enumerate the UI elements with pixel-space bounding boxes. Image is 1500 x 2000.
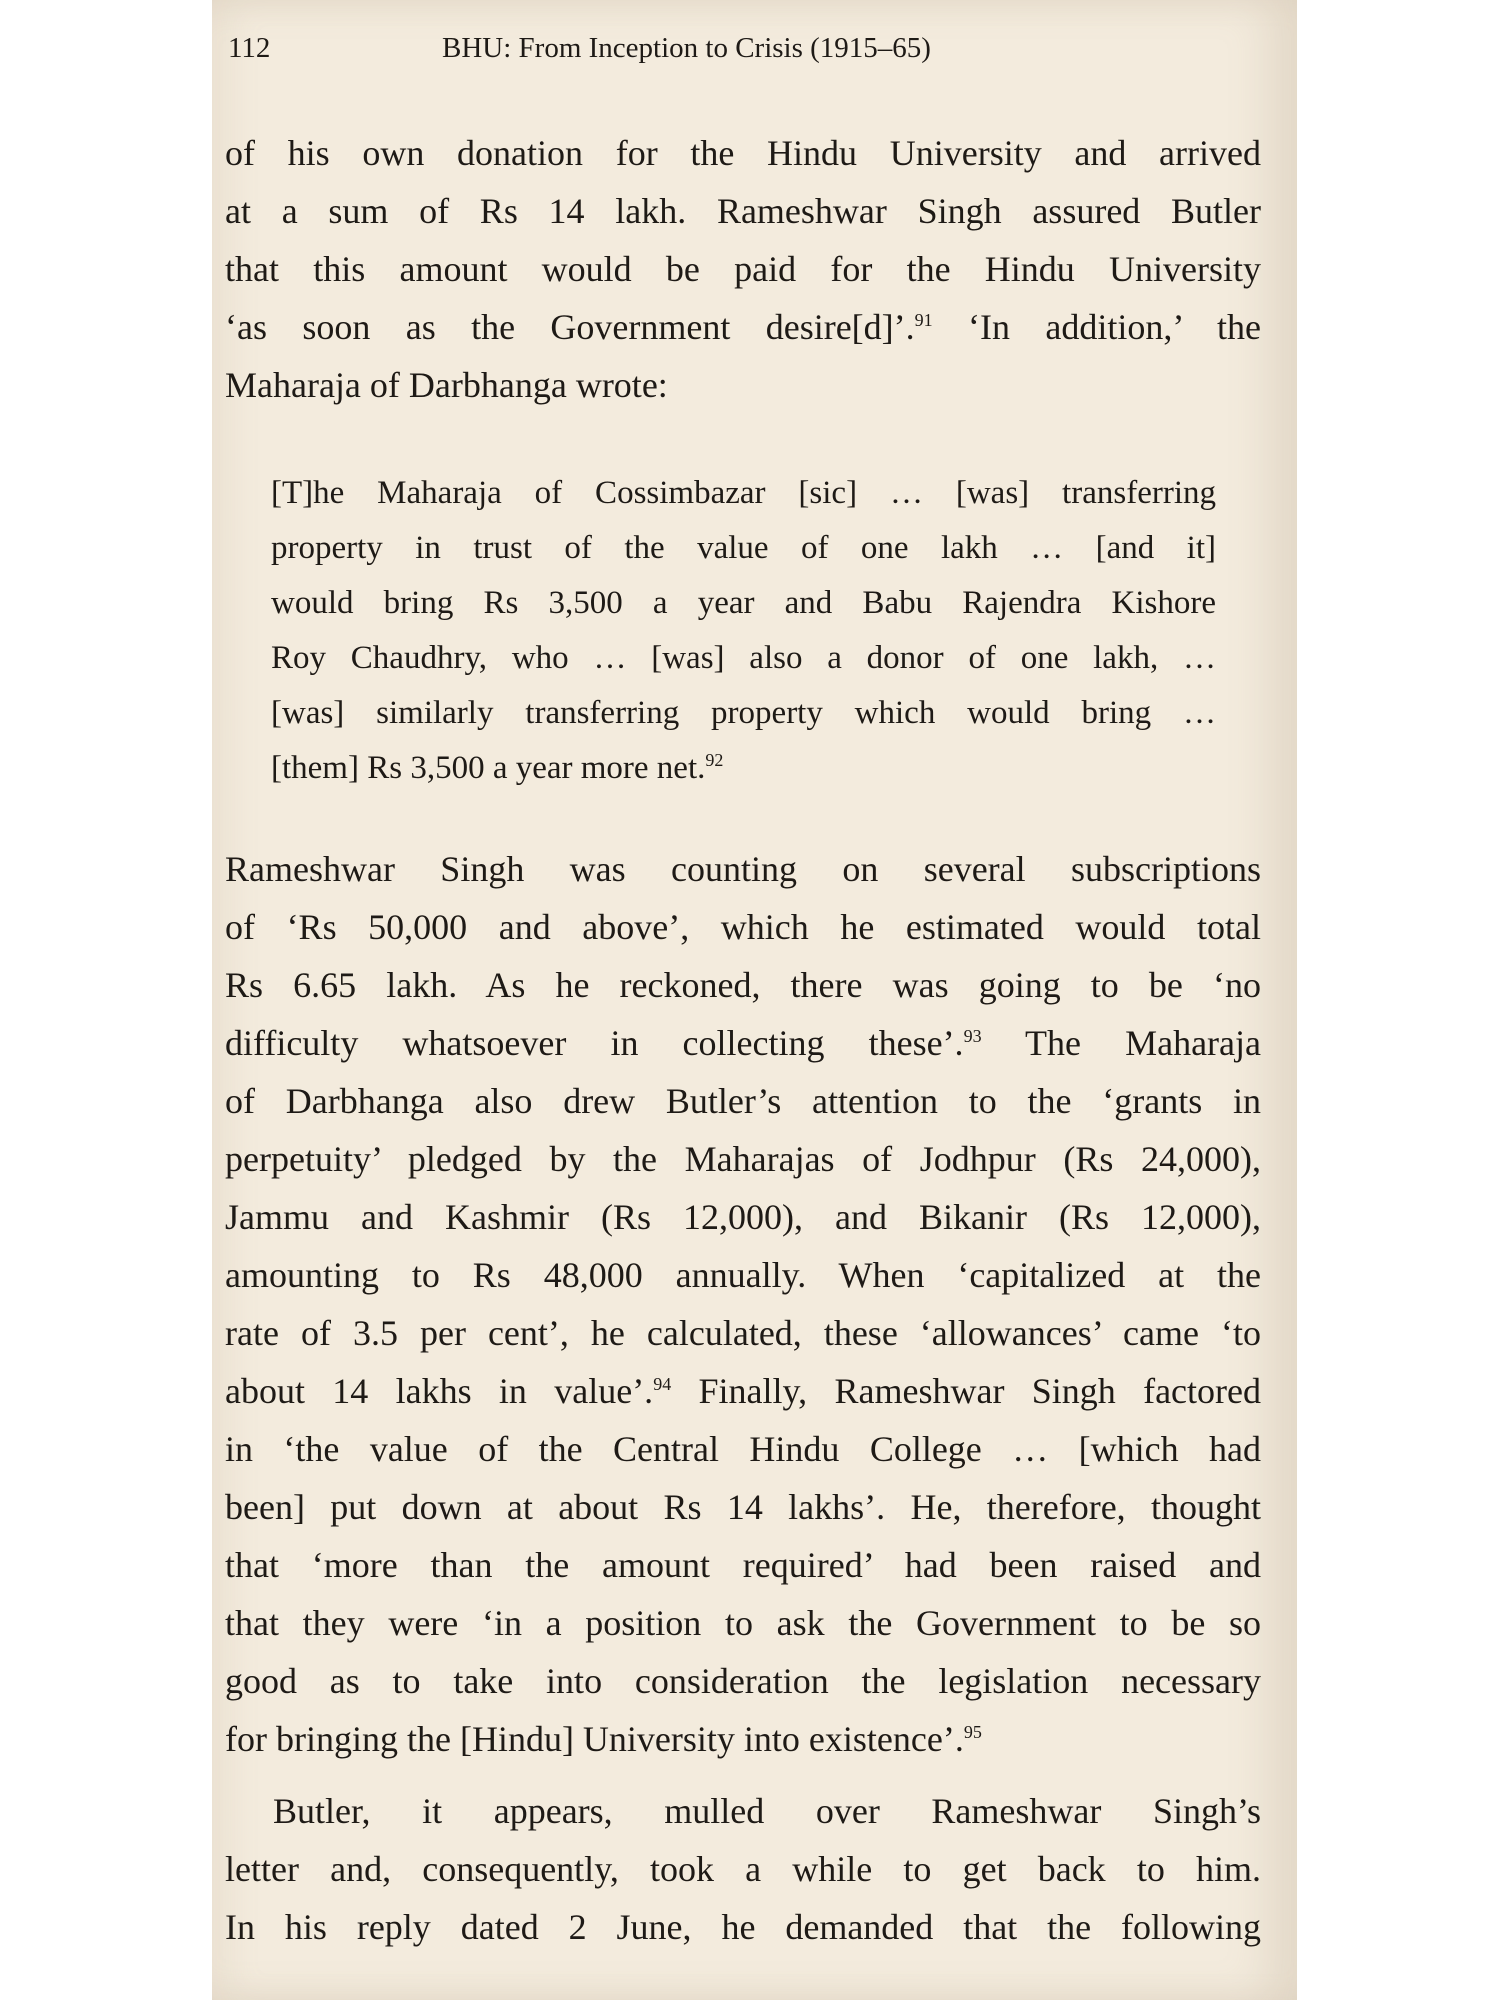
text-run: ‘as soon as the Government desire[d]’. [225, 307, 915, 347]
text-run: for bringing the [Hindu] University into existence’. [225, 1719, 964, 1759]
text-line [225, 1362, 1261, 1420]
text-run: about 14 lakhs in value’. [225, 1371, 654, 1411]
text-line: Maharaja of Darbhanga wrote: [225, 365, 668, 405]
running-head [220, 28, 1280, 68]
book-page [212, 0, 1297, 2000]
paragraph-gap [225, 1768, 1261, 1782]
text-line: that this amount would be paid for the Hindu University [225, 249, 1261, 289]
footnote-ref: 92 [705, 750, 724, 770]
text-line: that ‘more than the amount required’ had been raised and [225, 1545, 1261, 1585]
quote-line: would bring Rs 3,500 a year and Babu Rajendra Kishore [271, 585, 1216, 621]
text-line: of his own donation for the Hindu University and arrived [225, 133, 1261, 173]
text-line: amounting to Rs 48,000 annually. When ‘capitalized at the [225, 1255, 1261, 1295]
running-title: BHU: From Inception to Crisis (1915–65) [442, 32, 931, 64]
footnote-ref: 93 [963, 1026, 982, 1046]
footnote-ref: 91 [914, 310, 933, 330]
text-run: Finally, Rameshwar Singh factored [671, 1371, 1261, 1411]
page-number: 112 [228, 32, 271, 64]
text-line [225, 1014, 1261, 1072]
text-run: ‘In addition,’ the [932, 307, 1261, 347]
text-run: The Maharaja [981, 1023, 1261, 1063]
footnote-ref: 95 [963, 1722, 982, 1742]
text-line: good as to take into consideration the legislation necessary [225, 1661, 1261, 1701]
text-line: that they were ‘in a position to ask the Government to be so [225, 1603, 1261, 1643]
text-line: been] put down at about Rs 14 lakhs’. He, therefore, thought [225, 1487, 1261, 1527]
quote-line: Roy Chaudhry, who … [was] also a donor of one lakh, … [271, 640, 1216, 676]
text-run: [them] Rs 3,500 a year more net. [271, 750, 706, 786]
block-quote [271, 466, 1216, 796]
quote-line: property in trust of the value of one lakh … [and it] [271, 530, 1216, 566]
text-line [225, 298, 1261, 356]
paragraph [225, 1782, 1261, 1956]
text-line: Rameshwar Singh was counting on several subscriptions [225, 849, 1261, 889]
paragraph [225, 124, 1261, 414]
text-line: letter and, consequently, took a while to get back to him. [225, 1849, 1261, 1889]
text-line: rate of 3.5 per cent’, he calculated, these ‘allowances’ came ‘to [225, 1313, 1261, 1353]
text-line: of ‘Rs 50,000 and above’, which he estimated would total [225, 907, 1261, 947]
text-line: Rs 6.65 lakh. As he reckoned, there was going to be ‘no [225, 965, 1261, 1005]
text-line: In his reply dated 2 June, he demanded that the following [225, 1907, 1261, 1947]
text-line: in ‘the value of the Central Hindu College … [which had [225, 1429, 1261, 1469]
quote-line: [T]he Maharaja of Cossimbazar [sic] … [was] transferring [271, 475, 1216, 511]
text-line: perpetuity’ pledged by the Maharajas of Jodhpur (Rs 24,000), [225, 1139, 1261, 1179]
quote-line [271, 741, 1216, 796]
footnote-ref: 94 [653, 1374, 672, 1394]
text-line: of Darbhanga also drew Butler’s attention to the ‘grants in [225, 1081, 1261, 1121]
body-text [225, 124, 1261, 1956]
paragraph [225, 840, 1261, 1768]
text-run: difficulty whatsoever in collecting these’. [225, 1023, 964, 1063]
text-line: Jammu and Kashmir (Rs 12,000), and Bikanir (Rs 12,000), [225, 1197, 1261, 1237]
quote-line: [was] similarly transferring property which would bring … [271, 695, 1216, 731]
text-line [225, 1710, 1261, 1768]
text-line: Butler, it appears, mulled over Rameshwar Singh’s [273, 1791, 1261, 1831]
text-line: at a sum of Rs 14 lakh. Rameshwar Singh assured Butler [225, 191, 1261, 231]
